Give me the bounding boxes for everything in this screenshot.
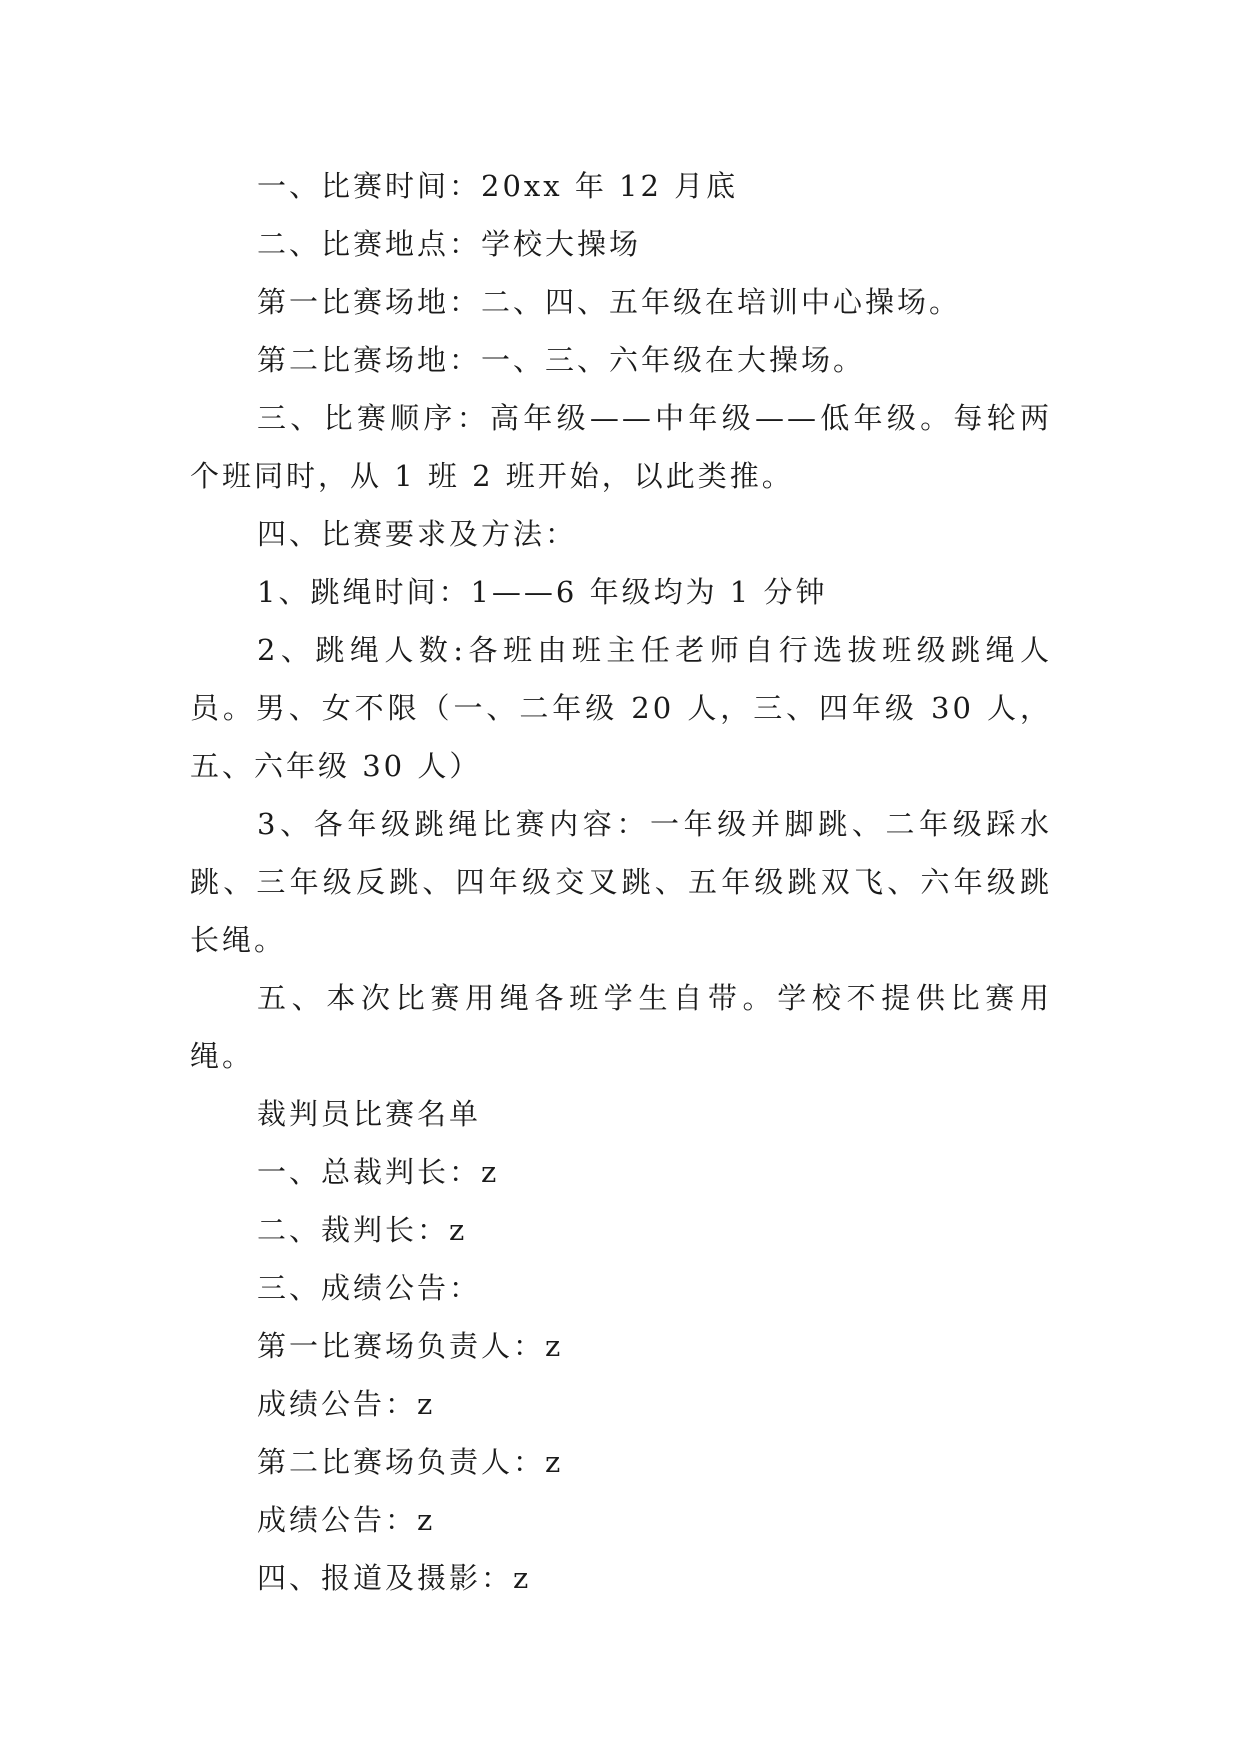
paragraph: 三、成绩公告： bbox=[257, 1271, 482, 1305]
document-body bbox=[190, 157, 1052, 1607]
paragraph: 二、比赛地点：学校大操场 bbox=[257, 227, 642, 261]
paragraph: 成绩公告：z bbox=[257, 1387, 436, 1421]
paragraph: 一、总裁判长：z bbox=[257, 1155, 500, 1189]
paragraph: 第二比赛场负责人：z bbox=[257, 1445, 564, 1479]
paragraph: 成绩公告：z bbox=[257, 1503, 436, 1537]
paragraph: 3、各年级跳绳比赛内容：一年级并脚跳、二年级踩水跳、三年级反跳、四年级交叉跳、五年级跳双飞、六年级跳长绳。 bbox=[190, 807, 1052, 957]
paragraph: 一、比赛时间：20xx 年 12 月底 bbox=[257, 169, 739, 203]
paragraph: 三、比赛顺序：高年级——中年级——低年级。每轮两个班同时，从 1 班 2 班开始，以此类推。 bbox=[190, 401, 1052, 493]
paragraph: 五、本次比赛用绳各班学生自带。学校不提供比赛用绳。 bbox=[190, 981, 1052, 1073]
paragraph: 四、报道及摄影：z bbox=[257, 1561, 532, 1595]
paragraph: 第一比赛场负责人：z bbox=[257, 1329, 564, 1363]
paragraph: 2、跳绳人数:各班由班主任老师自行选拔班级跳绳人员。男、女不限（一、二年级 20 人，三、四年级 30 人，五、六年级 30 人） bbox=[190, 633, 1052, 783]
paragraph: 第二比赛场地：一、三、六年级在大操场。 bbox=[257, 343, 866, 377]
paragraph: 第一比赛场地：二、四、五年级在培训中心操场。 bbox=[257, 285, 962, 319]
paragraph: 四、比赛要求及方法： bbox=[257, 517, 578, 551]
paragraph: 二、裁判长：z bbox=[257, 1213, 468, 1247]
paragraph: 裁判员比赛名单 bbox=[257, 1097, 482, 1131]
paragraph: 1、跳绳时间：1——6 年级均为 1 分钟 bbox=[257, 575, 828, 609]
